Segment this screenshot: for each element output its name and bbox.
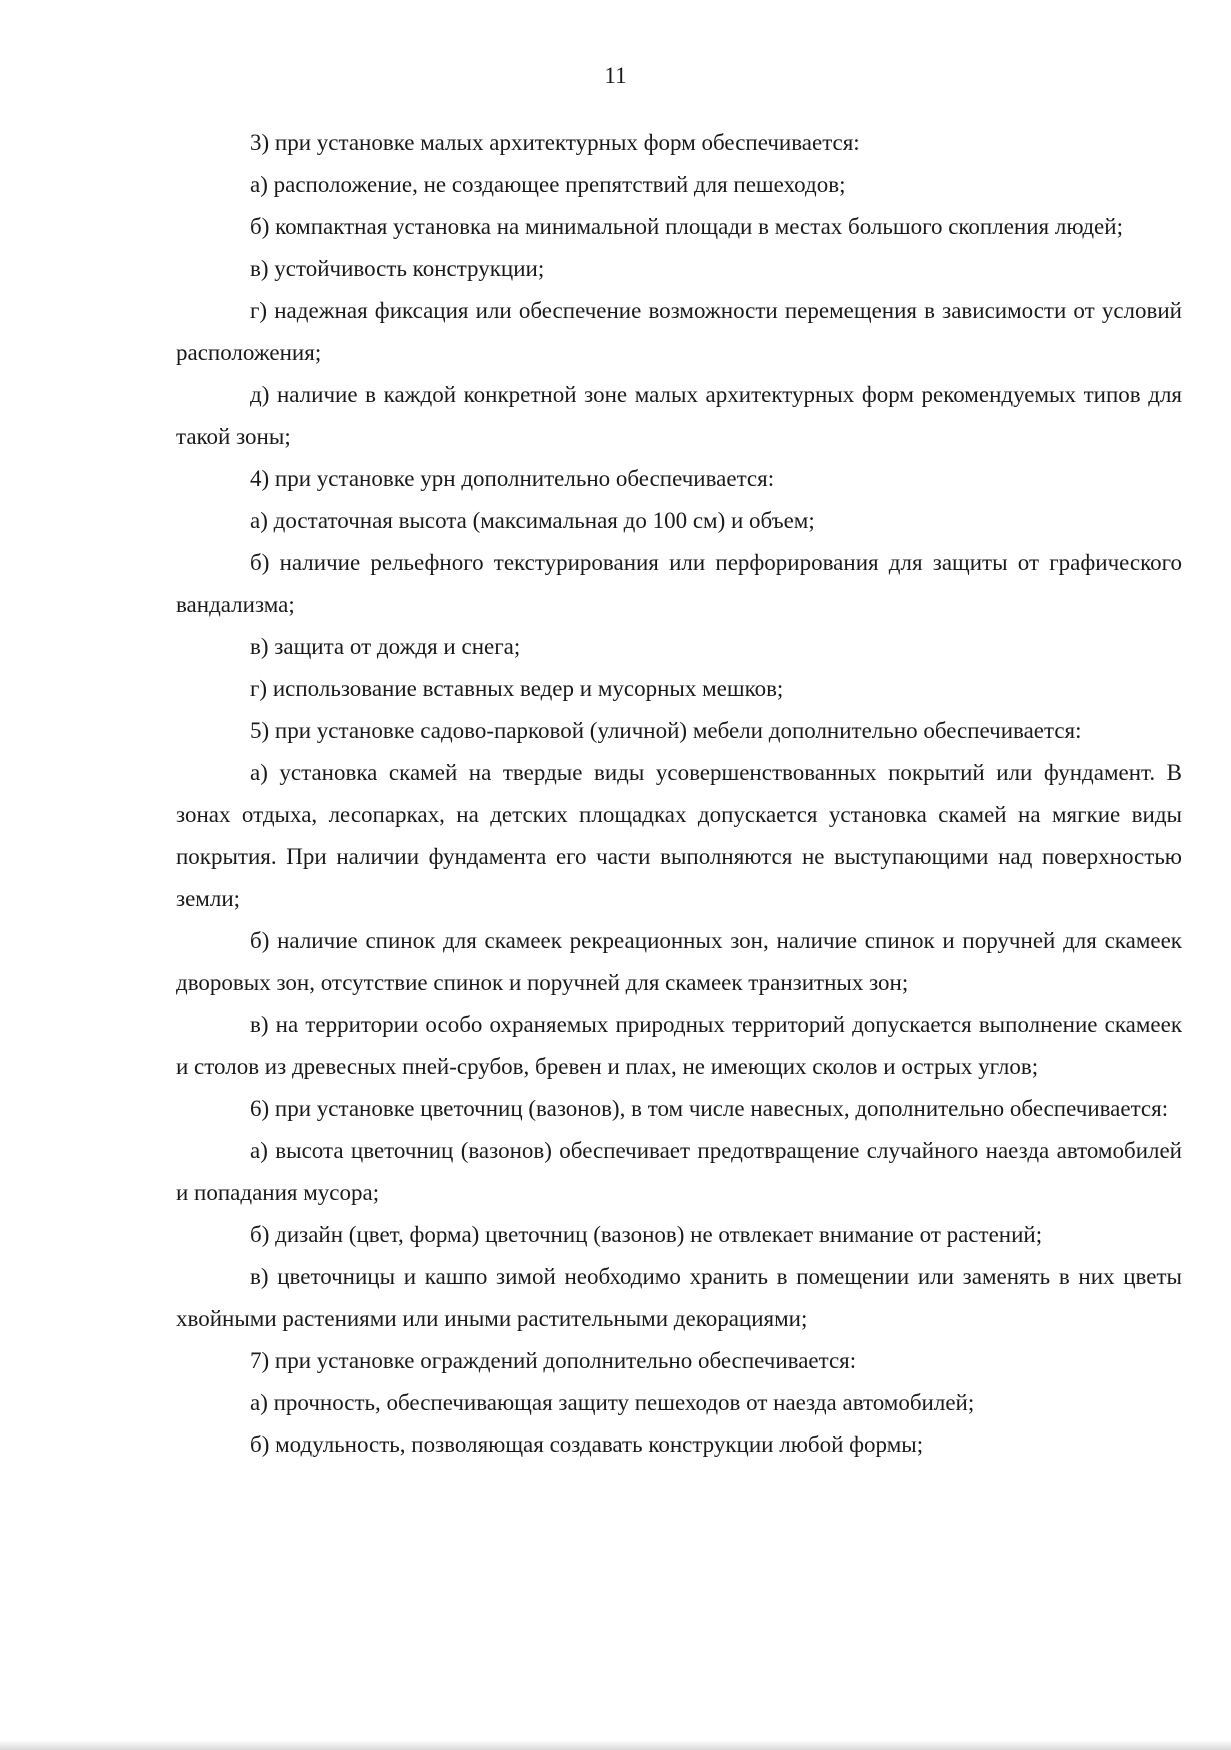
paragraph: 6) при установке цветочниц (вазонов), в том числе навесных, дополнительно обеспечивается: (250, 1096, 1169, 1121)
paragraph: б) наличие рельефного текстурирования или перфорирования для защиты от графического вандализма; (176, 550, 1182, 617)
document-body (176, 122, 1182, 1466)
paragraph: а) расположение, не создающее препятствий для пешеходов; (250, 172, 846, 197)
paragraph: б) наличие спинок для скамеек рекреационных зон, наличие спинок и поручней для скамеек дворовых зон, отсутствие спинок и поручней для скамеек транзитных зон; (176, 928, 1182, 995)
paragraph: б) компактная установка на минимальной площади в местах большого скопления людей; (250, 214, 1123, 239)
paragraph: в) защита от дождя и снега; (250, 634, 521, 659)
paragraph: в) устойчивость конструкции; (250, 256, 545, 281)
paragraph: б) модульность, позволяющая создавать конструкции любой формы; (250, 1432, 924, 1457)
paragraph: 5) при установке садово-парковой (уличной) мебели дополнительно обеспечивается: (250, 718, 1082, 743)
paragraph: б) дизайн (цвет, форма) цветочниц (вазонов) не отвлекает внимание от растений; (250, 1222, 1043, 1247)
paragraph: 7) при установке ограждений дополнительно обеспечивается: (250, 1348, 857, 1373)
paragraph: д) наличие в каждой конкретной зоне малых архитектурных форм рекомендуемых типов для такой зоны; (176, 382, 1182, 449)
paragraph: а) достаточная высота (максимальная до 100 см) и объем; (250, 508, 815, 533)
paragraph: в) на территории особо охраняемых природных территорий допускается выполнение скамеек и столов из древесных пней-срубов, бревен и плах, не имеющих сколов и острых углов; (176, 1012, 1182, 1079)
paragraph: 4) при установке урн дополнительно обеспечивается: (250, 466, 775, 491)
page-number: 11 (604, 63, 627, 88)
paragraph: а) прочность, обеспечивающая защиту пешеходов от наезда автомобилей; (250, 1390, 975, 1415)
paragraph: а) высота цветочниц (вазонов) обеспечивает предотвращение случайного наезда автомобилей и попадания мусора; (176, 1138, 1182, 1205)
paragraph: г) использование вставных ведер и мусорных мешков; (250, 676, 784, 701)
paragraph: г) надежная фиксация или обеспечение возможности перемещения в зависимости от условий расположения; (176, 298, 1182, 365)
paragraph: в) цветочницы и кашпо зимой необходимо хранить в помещении или заменять в них цветы хвойными растениями или иными растительными декорациями; (176, 1264, 1182, 1331)
paragraph: 3) при установке малых архитектурных форм обеспечивается: (250, 130, 860, 155)
paragraph: а) установка скамей на твердые виды усовершенствованных покрытий или фундамент. В зонах отдыха, лесопарках, на детских площадках допускается установка скамей на мягкие виды покрытия. При наличии фундамента его части выполняются не выступающими над поверхностью земли; (176, 760, 1182, 911)
scan-bottom-edge (0, 1740, 1231, 1750)
